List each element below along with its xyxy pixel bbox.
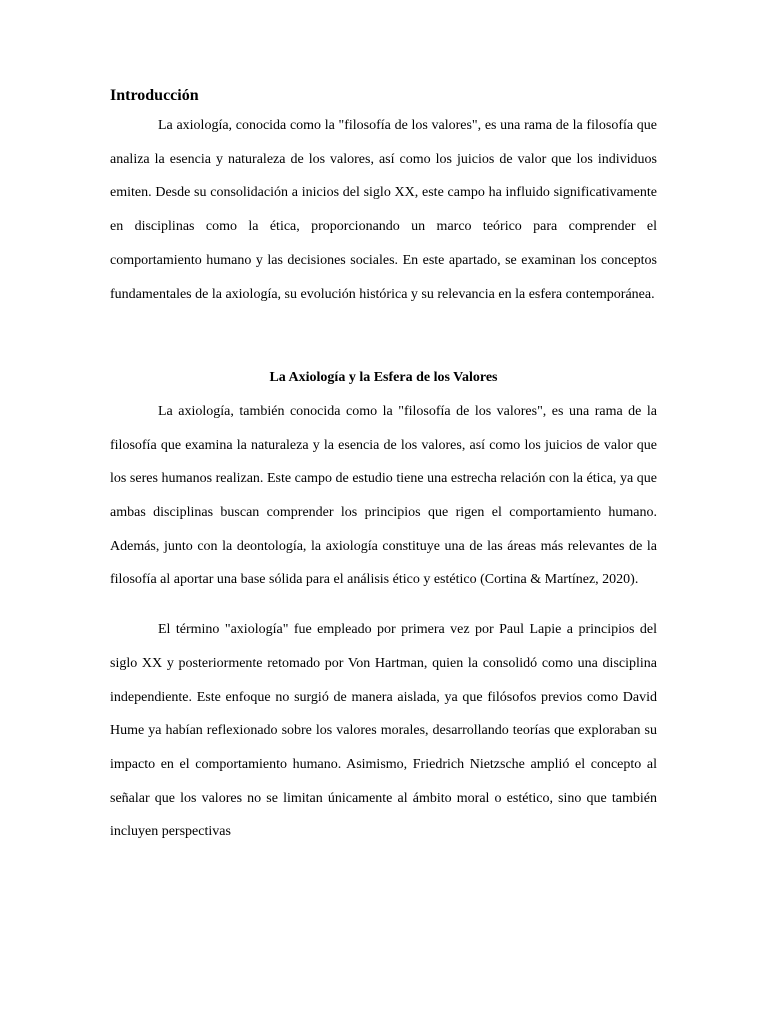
intro-heading: Introducción [110,87,199,104]
intro-paragraph: La axiología, conocida como la "filosofía de los valores", es una rama de la filosofía que analiza la esencia y naturaleza de los valores, así como los juicios de valor que los individuos emiten. Desde su consolidación a inicios del siglo XX, este campo ha influido significativamente en disciplinas como la ética, proporcionando un marco teórico para comprender el comportamiento humano y las decisiones sociales. En este apartado, se examinan los conceptos fundamentales de la axiología, su evolución histórica y su relevancia en la esfera contemporánea. [110,118,657,302]
section-spacer [110,311,657,361]
document-page [110,84,657,849]
paragraph-spacer [110,597,657,613]
section-heading: La Axiología y la Esfera de los Valores [269,370,498,386]
section-paragraph-2: El término "axiología" fue empleado por primera vez por Paul Lapie a principios del siglo XX y posteriormente retomado por Von Hartman, quien la consolidó como una disciplina independiente. Este enfoque no surgió de manera aislada, ya que filósofos previos como David Hume ya habían reflexionado sobre los valores morales, desarrollando teorías que exploraban su impacto en el comportamiento humano. Asimismo, Friedrich Nietzsche amplió el concepto al señalar que los valores no se limitan únicamente al ámbito moral o estético, sino que también incluyen perspectivas [110,622,657,840]
section-paragraph-1: La axiología, también conocida como la "filosofía de los valores", es una rama de la filosofía que examina la naturaleza y la esencia de los valores, así como los juicios de valor que los seres humanos realizan. Este campo de estudio tiene una estrecha relación con la ética, ya que ambas disciplinas buscan comprender los principios que rigen el comportamiento humano. Además, junto con la deontología, la axiología constituye una de las áreas más relevantes de la filosofía al aportar una base sólida para el análisis ético y estético (Cortina & Martínez, 2020). [110,403,657,588]
